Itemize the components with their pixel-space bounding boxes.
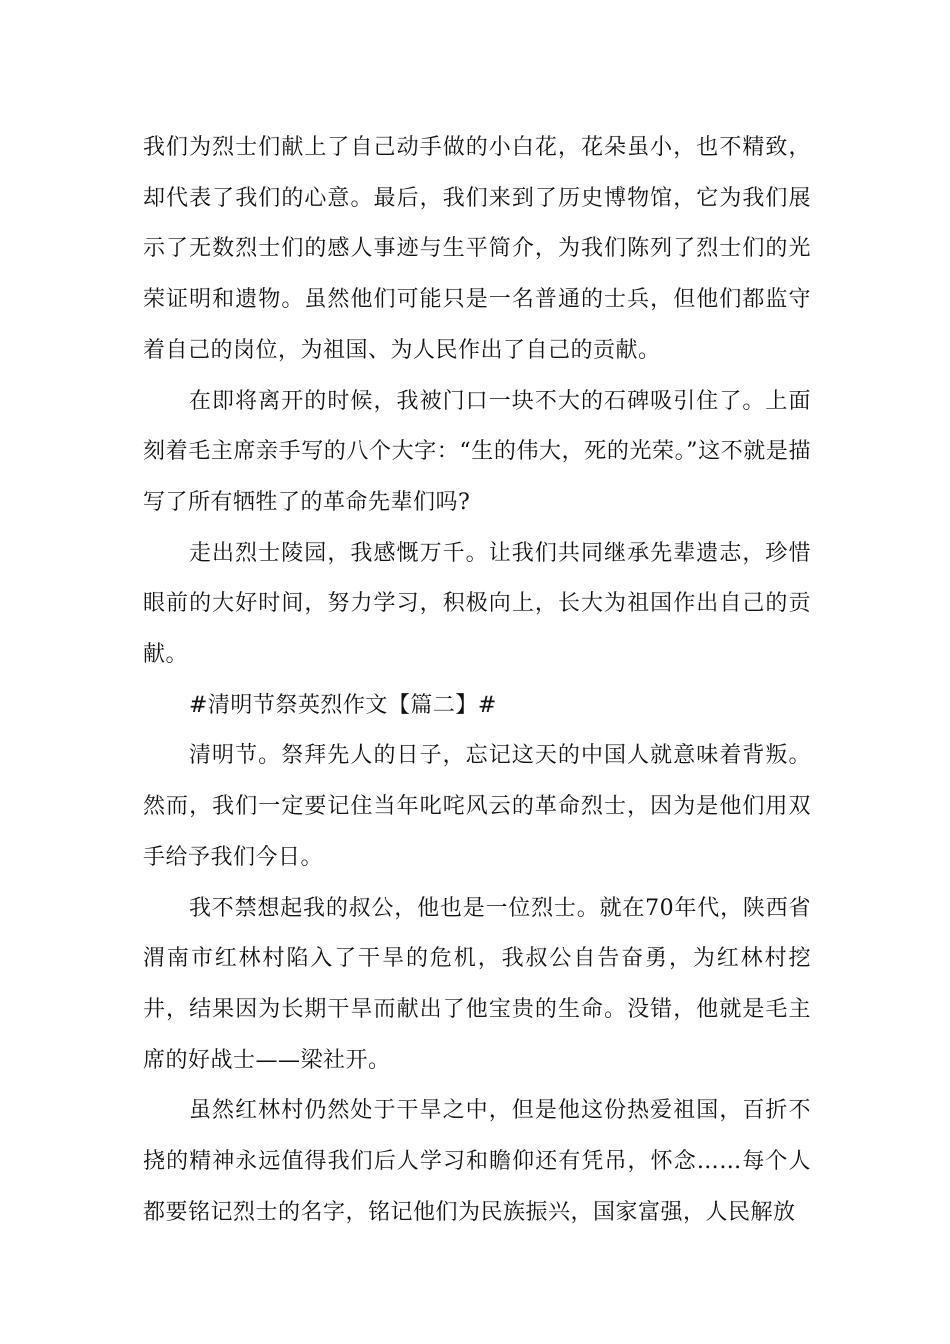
paragraph: 虽然红林村仍然处于干旱之中，但是他这份热爱祖国，百折不挠的精神永远值得我们后人学习和瞻仰还有凭吊，怀念……每个人都要铭记烈士的名字，铭记他们为民族振兴，国家富强，人民解放	[143, 1098, 811, 1225]
paragraph: 我不禁想起我的叔公，他也是一位烈士。就在70年代，陕西省渭南市红林村陷入了干旱的危机，我叔公自告奋勇，为红林村挖井，结果因为长期干旱而献出了他宝贵的生命。没错，他就是毛主席的好战士——梁社开。	[143, 895, 811, 1073]
document-body	[143, 123, 811, 1238]
paragraph: 我们为烈士们献上了自己动手做的小白花，花朵虽小，也不精致，却代表了我们的心意。最后，我们来到了历史博物馆，它为我们展示了无数烈士们的感人事迹与生平简介，为我们陈列了烈士们的光荣证明和遗物。虽然他们可能只是一名普通的士兵，但他们都监守着自己的岗位，为祖国、为人民作出了自己的贡献。	[143, 135, 811, 363]
paragraph: 在即将离开的时候，我被门口一块不大的石碑吸引住了。上面刻着毛主席亲手写的八个大字：“生的伟大，死的光荣。”这不就是描写了所有牺牲了的革命先辈们吗?	[143, 388, 811, 515]
section-heading: #清明节祭英烈作文【篇二】#	[189, 692, 497, 718]
paragraph: 清明节。祭拜先人的日子，忘记这天的中国人就意味着背叛。然而，我们一定要记住当年叱咤风云的革命烈士，因为是他们用双手给予我们今日。	[143, 743, 811, 870]
paragraph: 走出烈士陵园，我感慨万千。让我们共同继承先辈遗志，珍惜眼前的大好时间，努力学习，积极向上，长大为祖国作出自己的贡献。	[143, 540, 811, 668]
